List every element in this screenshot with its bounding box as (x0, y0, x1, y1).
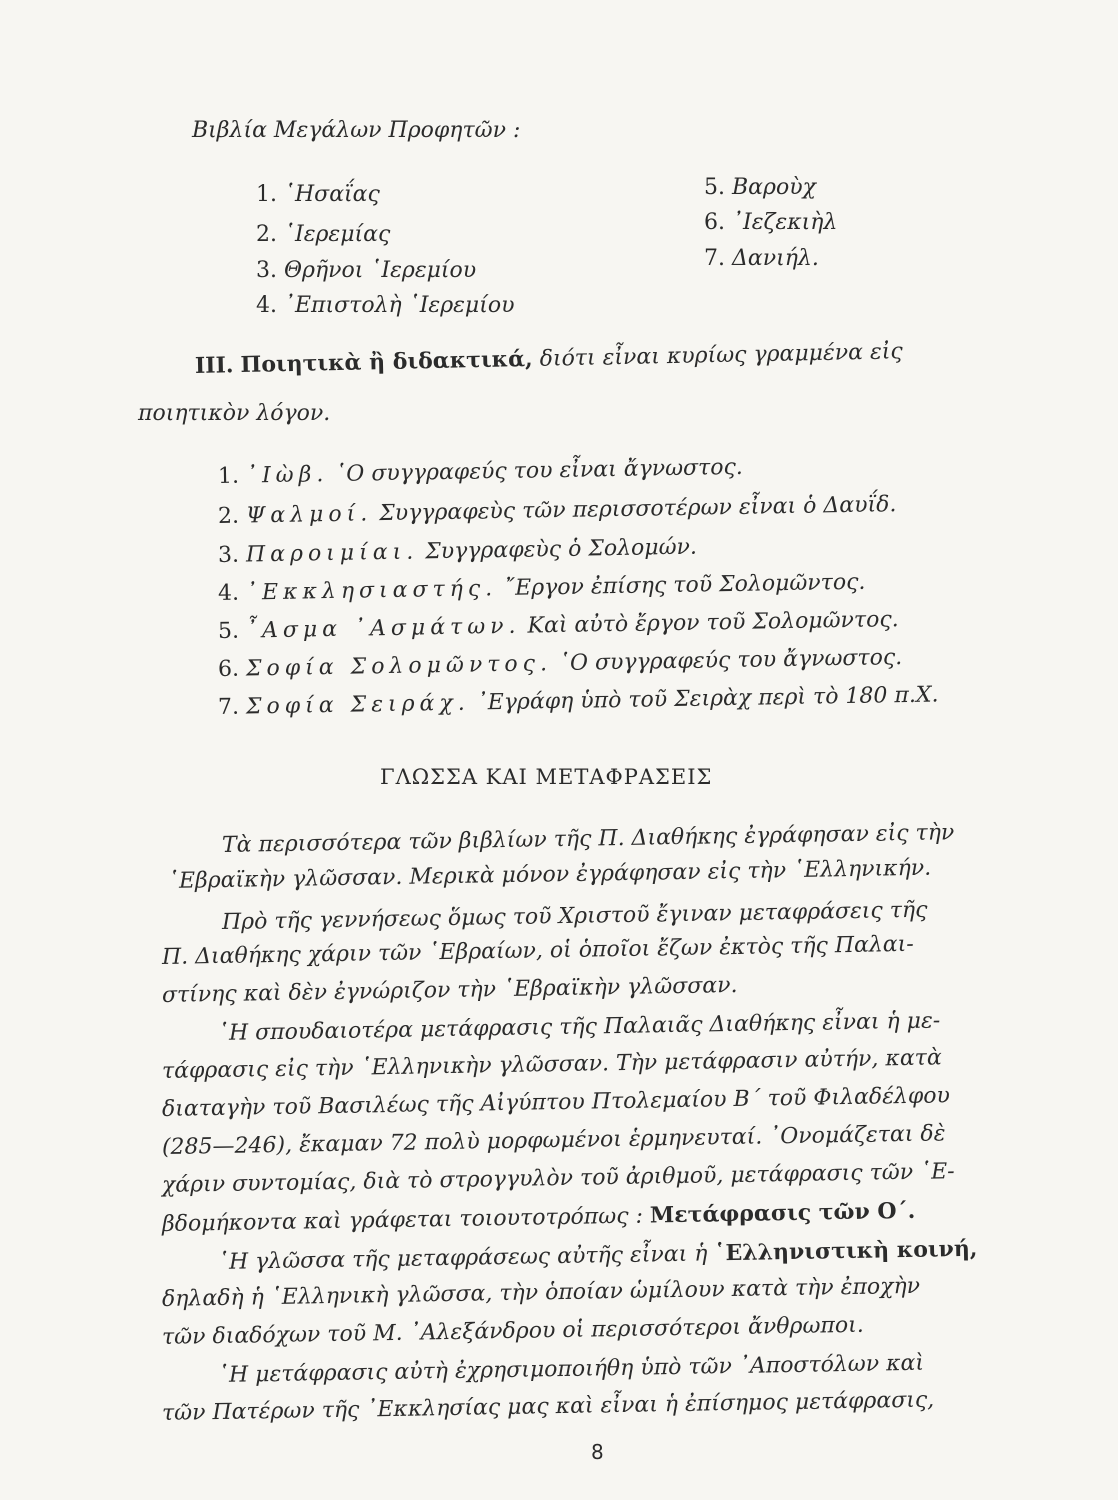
body-line: διαταγὴν τοῦ Βασιλέως τῆς Αἰγύπτου Πτολεμαίου Β΄ τοῦ Φιλαδέλφου (161, 1083, 951, 1122)
list-item: 4. ᾿Επιστολὴ ῾Ιερεμίου (256, 293, 515, 318)
list-item: 3. Θρῆνοι ῾Ιερεμίου (256, 258, 477, 283)
section-title: ΓΛΩΣΣΑ ΚΑΙ ΜΕΤΑΦΡΑΣΕΙΣ (380, 765, 713, 789)
body-line: ῾Εβραϊκὴν γλῶσσαν. Μερικὰ μόνον ἐγράφησαν εἰς τὴν ῾Ελληνικήν. (167, 855, 932, 894)
major-prophets-title: Βιβλία Μεγάλων Προφητῶν : (192, 118, 521, 143)
body-line: τῶν Πατέρων τῆς ᾿Εκκλησίας μας καὶ εἶναι ἡ ἐπίσημος μετάφρασις, (161, 1387, 935, 1426)
list-item: 5. Βαροὺχ (704, 175, 816, 200)
page-number: 8 (591, 1440, 604, 1464)
list-item: 6. Σοφία Σολομῶντος. ῾Ο συγγραφεύς του ἄγνωστος. (217, 645, 903, 682)
body-line: (285—246), ἔκαμαν 72 πολὺ μορφωμένοι ἑρμηνευταί. ᾿Ονομάζεται δὲ (161, 1121, 946, 1160)
body-line: τάφρασις εἰς τὴν ῾Ελληνικὴν γλῶσσαν. Τὴν μετάφρασιν αὐτήν, κατὰ (161, 1045, 942, 1084)
list-item: 7. Δανιήλ. (704, 246, 819, 271)
list-item: 1. ᾿Ιὼβ. ῾Ο συγγραφεύς του εἶναι ἄγνωστος. (217, 454, 744, 489)
body-line: ῾Η σπουδαιοτέρα μετάφρασις τῆς Παλαιᾶς Διαθήκης εἶναι ἡ με- (217, 1008, 941, 1046)
list-item: 7. Σοφία Σειράχ. ᾿Εγράφη ὑπὸ τοῦ Σειρὰχ περὶ τὸ 180 π.Χ. (217, 682, 939, 720)
list-item: 2. ῾Ιερεμίας (256, 222, 391, 247)
poetic-heading: III. Ποιητικὰ ἢ διδακτικά, διότι εἶναι κυρίως γραμμένα εἰς (194, 339, 903, 379)
body-line: χάριν συντομίας, διὰ τὸ στρογγυλὸν τοῦ ἀριθμοῦ, μετάφρασις τῶν ῾Ε- (161, 1159, 955, 1198)
body-line: βδομήκοντα καὶ γράφεται τοιουτοτρόπως : Μετάφρασις τῶν Ο΄. (161, 1197, 916, 1237)
list-item: 1. ῾Ησαΐας (256, 182, 380, 207)
list-item: 5. ῏Ασμα ᾿Ασμάτων. Καὶ αὐτὸ ἔργον τοῦ Σολομῶντος. (217, 607, 899, 644)
body-line: στίνης καὶ δὲν ἐγνώριζον τὴν ῾Εβραϊκὴν γλῶσσαν. (161, 972, 738, 1008)
list-item: 4. ᾿Εκκλησιαστής. ῎Εργον ἐπίσης τοῦ Σολομῶντος. (217, 569, 866, 606)
body-line: Π. Διαθήκης χάριν τῶν ῾Εβραίων, οἱ ὁποῖοι ἔζων ἐκτὸς τῆς Παλαι- (161, 931, 914, 970)
body-line: τῶν διαδόχων τοῦ Μ. ᾿Αλεξάνδρου οἱ περισσότεροι ἄνθρωποι. (161, 1312, 864, 1350)
body-line: ῾Η γλῶσσα τῆς μεταφράσεως αὐτῆς εἶναι ἡ ῾Ελληνιστικὴ κοινή, (217, 1235, 978, 1275)
poetic-heading-cont: ποιητικὸν λόγον. (138, 401, 331, 426)
body-line: Πρὸ τῆς γεννήσεως ὅμως τοῦ Χριστοῦ ἔγιναν μεταφράσεις τῆς (221, 897, 928, 935)
body-line: δηλαδὴ ἡ ῾Ελληνικὴ γλῶσσα, τὴν ὁποίαν ὡμίλουν κατὰ τὴν ἐποχὴν (161, 1273, 921, 1312)
list-item: 6. ᾿Ιεζεκιὴλ (704, 210, 838, 235)
list-item: 2. Ψαλμοί. Συγγραφεὺς τῶν περισσοτέρων εἶναι ὁ Δαυΐδ. (217, 492, 897, 529)
body-line: Τὰ περισσότερα τῶν βιβλίων τῆς Π. Διαθήκης ἐγράφησαν εἰς τὴν (221, 820, 955, 858)
body-line: ῾Η μετάφρασις αὐτὴ ἐχρησιμοποιήθη ὑπὸ τῶν ᾿Αποστόλων καὶ (217, 1350, 925, 1388)
list-item: 3. Παροιμίαι. Συγγραφεὺς ὁ Σολομών. (217, 534, 698, 568)
